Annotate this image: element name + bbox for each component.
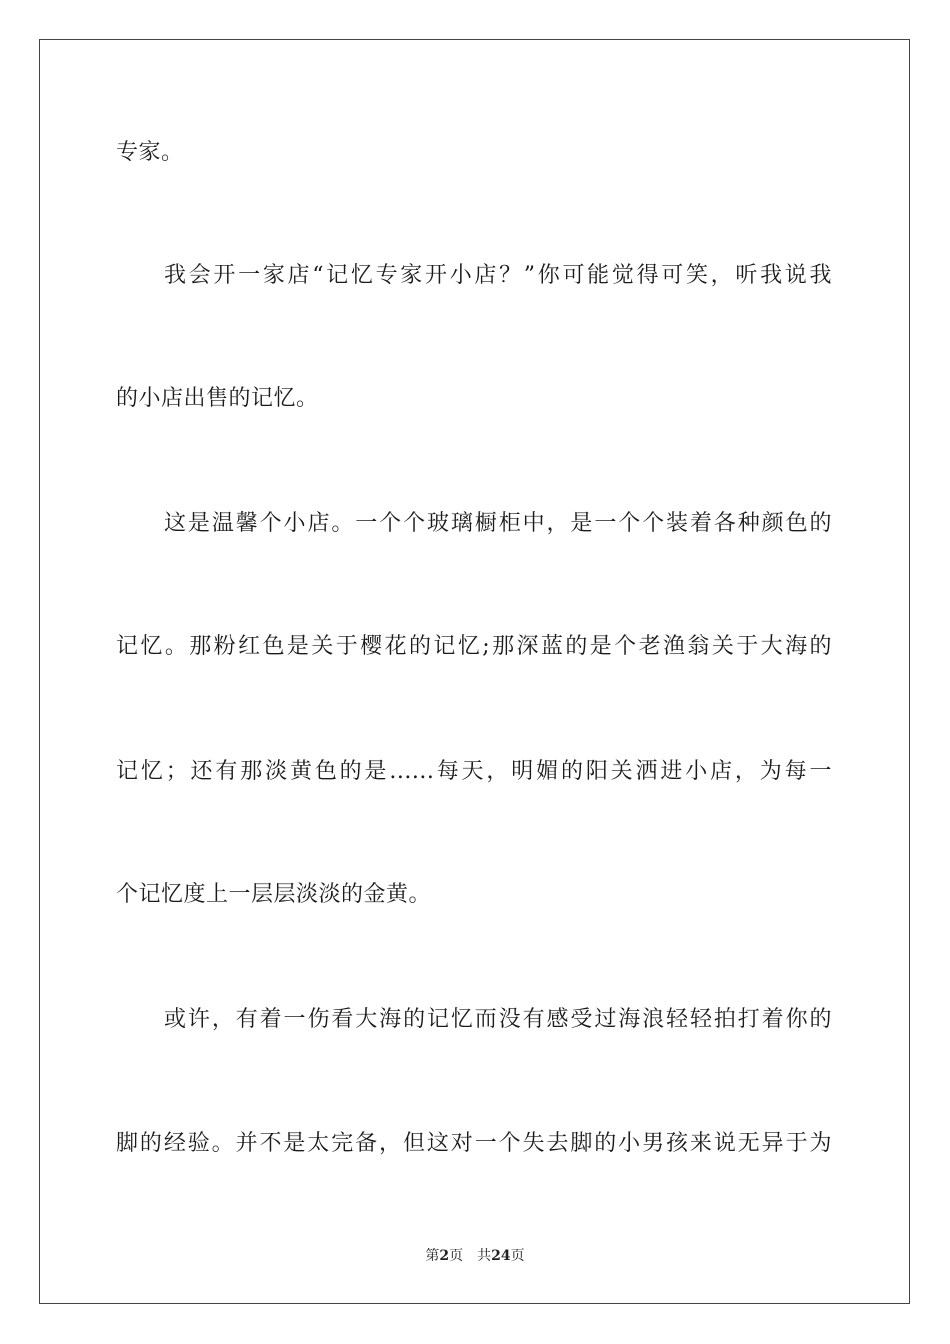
- text-line-9: 脚的经验。并不是太完备，但这对一个失去脚的小男孩来说无异于为: [116, 1131, 832, 1156]
- page-footer: [0, 1246, 950, 1266]
- text-line-1: 专家。: [116, 140, 184, 165]
- text-line-2: 我会开一家店“记忆专家开小店？”你可能觉得可笑，听我说我: [164, 263, 832, 288]
- text-line-3: 的小店出售的记忆。: [116, 386, 319, 411]
- text-line-6: 记忆；还有那淡黄色的是......每天，明媚的阳关洒进小店，为每一: [116, 759, 832, 784]
- total-prefix: 共: [477, 1248, 492, 1264]
- page-prefix: 第: [425, 1248, 440, 1264]
- text-line-8: 或许，有着一伤看大海的记忆而没有感受过海浪轻轻拍打着你的: [164, 1007, 832, 1032]
- total-suffix: 页: [510, 1248, 525, 1264]
- text-line-4: 这是温馨个小店。一个个玻璃橱柜中，是一个个装着各种颜色的: [164, 511, 832, 536]
- page-number: 2: [439, 1248, 450, 1264]
- page-border: [39, 39, 910, 1304]
- page-suffix: 页: [449, 1248, 464, 1264]
- text-line-5: 记忆。那粉红色是关于樱花的记忆;那深蓝的是个老渔翁关于大海的: [116, 634, 832, 659]
- text-line-7: 个记忆度上一层层淡淡的金黄。: [116, 882, 432, 907]
- total-pages: 24: [491, 1248, 511, 1264]
